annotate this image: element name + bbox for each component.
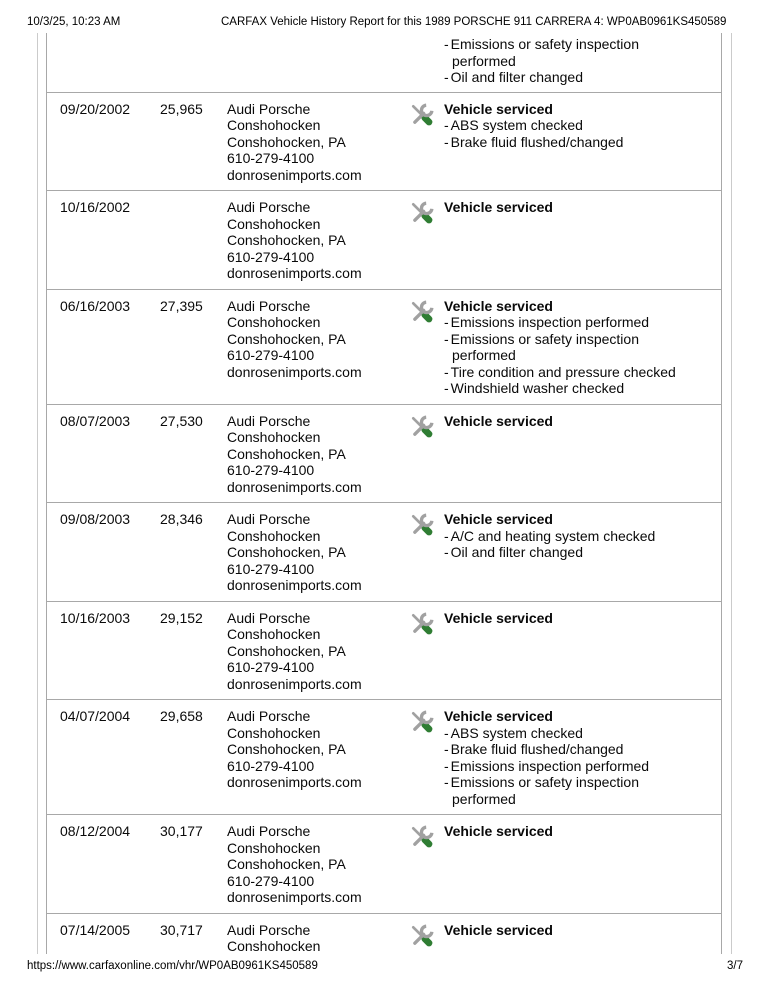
record-icon-cell [409, 503, 444, 601]
record-details [444, 725, 703, 808]
source-line: Audi Porsche [227, 412, 311, 429]
record-detail-item: - Emissions inspection performed [444, 758, 703, 775]
record-detail-item: - ABS system checked [444, 117, 703, 134]
source-line: Conshohocken, PA [227, 133, 346, 150]
record-detail-item: - Oil and filter changed [444, 69, 703, 86]
source-line: Audi Porsche [227, 511, 311, 527]
source-line: donrosenimports.com [227, 166, 362, 183]
record-comments [444, 602, 721, 700]
record-title: Vehicle serviced [444, 609, 553, 626]
record-details [444, 314, 703, 397]
footer-url: https://www.carfaxonline.com/vhr/WP0AB0961KS450589 [27, 960, 318, 972]
source-line: donrosenimports.com [227, 363, 362, 380]
source-line: 610-279-4100 [227, 659, 315, 675]
record-icon-cell [409, 602, 444, 700]
source-line: donrosenimports.com [227, 889, 362, 905]
record-mileage: 28,346 [160, 511, 203, 527]
source-line: Conshohocken [227, 429, 321, 445]
source-line: Audi Porsche [227, 708, 311, 724]
record-mileage: 29,152 [160, 609, 203, 626]
print-header [0, 16, 768, 30]
service-record-row [47, 92, 721, 191]
service-tools-icon [409, 824, 435, 850]
record-details [444, 117, 703, 150]
source-line: Conshohocken [227, 314, 321, 330]
source-line: Conshohocken [227, 527, 321, 544]
record-source [227, 503, 409, 601]
service-record-row [47, 601, 721, 700]
record-detail-item: - Emissions or safety inspection performed [444, 331, 703, 364]
record-date [47, 33, 160, 92]
record-source [227, 405, 409, 503]
report-sheet [37, 33, 732, 954]
record-title: Vehicle serviced [444, 100, 553, 117]
record-icon-cell [409, 405, 444, 503]
record-date: 09/20/2002 [60, 100, 131, 117]
record-mileage: 29,658 [160, 708, 203, 724]
record-mileage: 30,177 [160, 823, 203, 839]
record-title: Vehicle serviced [444, 511, 553, 527]
service-record-row [47, 404, 721, 503]
record-mileage [160, 33, 227, 92]
record-date: 10/16/2003 [60, 609, 131, 626]
record-title: Vehicle serviced [444, 921, 553, 938]
record-icon-cell [409, 290, 444, 404]
record-date: 08/12/2004 [60, 823, 131, 839]
service-record-row [47, 814, 721, 913]
source-line: Conshohocken, PA [227, 445, 346, 462]
record-icon-cell [409, 700, 444, 814]
print-footer [27, 960, 743, 972]
service-tools-icon [409, 709, 435, 735]
source-line: Conshohocken [227, 938, 321, 954]
record-source [227, 93, 409, 191]
record-icon-cell [409, 914, 444, 955]
record-date: 04/07/2004 [60, 708, 131, 724]
source-line: Conshohocken [227, 215, 321, 232]
service-record-row [47, 190, 721, 289]
source-line: Audi Porsche [227, 297, 311, 314]
source-line: donrosenimports.com [227, 478, 362, 495]
record-detail-item: - ABS system checked [444, 725, 703, 742]
source-line: Conshohocken, PA [227, 544, 346, 560]
record-comments [444, 700, 721, 814]
record-icon-cell [409, 93, 444, 191]
source-line: Conshohocken [227, 117, 321, 133]
print-datetime: 10/3/25, 10:23 AM [27, 16, 121, 28]
record-mileage [160, 191, 227, 289]
source-line: Conshohocken, PA [227, 642, 346, 659]
source-line: Conshohocken, PA [227, 741, 346, 757]
record-source [227, 191, 409, 289]
service-tools-icon [409, 414, 435, 440]
source-line: 610-279-4100 [227, 150, 315, 166]
record-comments [444, 191, 721, 289]
service-record-row [47, 699, 721, 814]
source-line: Conshohocken, PA [227, 232, 346, 248]
source-line: 610-279-4100 [227, 462, 315, 478]
service-tools-icon [409, 512, 435, 538]
source-line: donrosenimports.com [227, 577, 362, 593]
record-comments [444, 33, 721, 92]
record-comments [444, 93, 721, 191]
record-date: 09/08/2003 [60, 511, 131, 527]
source-line: Audi Porsche [227, 199, 311, 215]
record-detail-item: - Brake fluid flushed/changed [444, 741, 703, 758]
record-source [227, 602, 409, 700]
record-detail-item: - Emissions or safety inspection performed [444, 774, 703, 807]
source-line: Audi Porsche [227, 100, 311, 117]
source-line: donrosenimports.com [227, 675, 362, 692]
record-mileage: 27,530 [160, 412, 203, 429]
record-comments [444, 815, 721, 913]
record-mileage: 27,395 [160, 297, 203, 314]
record-detail-item: - Emissions or safety inspection performed [444, 36, 703, 69]
record-source [227, 700, 409, 814]
record-detail-item: - Brake fluid flushed/changed [444, 134, 703, 151]
record-detail-item: - A/C and heating system checked [444, 528, 703, 545]
record-date: 10/16/2002 [60, 199, 131, 215]
source-line: Audi Porsche [227, 921, 311, 938]
record-title: Vehicle serviced [444, 199, 553, 215]
record-date: 07/14/2005 [60, 921, 131, 938]
service-record-row [47, 502, 721, 601]
record-mileage: 30,717 [160, 921, 203, 938]
record-detail-item: - Oil and filter changed [444, 544, 703, 561]
record-title: Vehicle serviced [444, 297, 553, 314]
record-details [444, 528, 703, 561]
record-icon-cell [409, 33, 444, 92]
record-title: Vehicle serviced [444, 708, 553, 724]
records-table [46, 33, 722, 954]
record-source [227, 33, 409, 92]
source-line: donrosenimports.com [227, 774, 362, 790]
service-record-row [47, 913, 721, 955]
record-source [227, 290, 409, 404]
record-source [227, 815, 409, 913]
footer-page-number: 3/7 [727, 960, 743, 972]
record-detail-item: - Windshield washer checked [444, 380, 703, 397]
source-line: Conshohocken [227, 724, 321, 741]
service-tools-icon [409, 200, 435, 226]
record-comments [444, 405, 721, 503]
source-line: 610-279-4100 [227, 757, 315, 774]
service-record-row-continued [47, 33, 721, 92]
service-tools-icon [409, 299, 435, 325]
record-mileage: 25,965 [160, 100, 203, 117]
source-line: Audi Porsche [227, 823, 311, 839]
service-tools-icon [409, 611, 435, 637]
source-line: Conshohocken, PA [227, 330, 346, 347]
record-date: 06/16/2003 [60, 297, 131, 314]
source-line: Conshohocken [227, 839, 321, 856]
record-title: Vehicle serviced [444, 412, 553, 429]
record-comments [444, 290, 721, 404]
record-comments [444, 503, 721, 601]
record-icon-cell [409, 191, 444, 289]
source-line: donrosenimports.com [227, 265, 362, 281]
source-line: Conshohocken [227, 626, 321, 642]
record-detail-item: - Tire condition and pressure checked [444, 364, 703, 381]
source-line: 610-279-4100 [227, 347, 315, 363]
service-record-row [47, 289, 721, 404]
source-line: 610-279-4100 [227, 248, 315, 265]
source-line: 610-279-4100 [227, 560, 315, 577]
source-line: 610-279-4100 [227, 872, 315, 889]
source-line: Conshohocken, PA [227, 856, 346, 872]
record-source [227, 914, 409, 955]
source-line: Audi Porsche [227, 609, 311, 626]
record-date: 08/07/2003 [60, 412, 131, 429]
record-title: Vehicle serviced [444, 823, 553, 839]
report-title: CARFAX Vehicle History Report for this 1989 PORSCHE 911 CARRERA 4: WP0AB0961KS450589 [221, 16, 727, 28]
service-tools-icon [409, 923, 435, 949]
record-detail-item: - Emissions inspection performed [444, 314, 703, 331]
record-icon-cell [409, 815, 444, 913]
continuation-details [444, 36, 703, 86]
service-tools-icon [409, 102, 435, 128]
record-comments [444, 914, 721, 955]
